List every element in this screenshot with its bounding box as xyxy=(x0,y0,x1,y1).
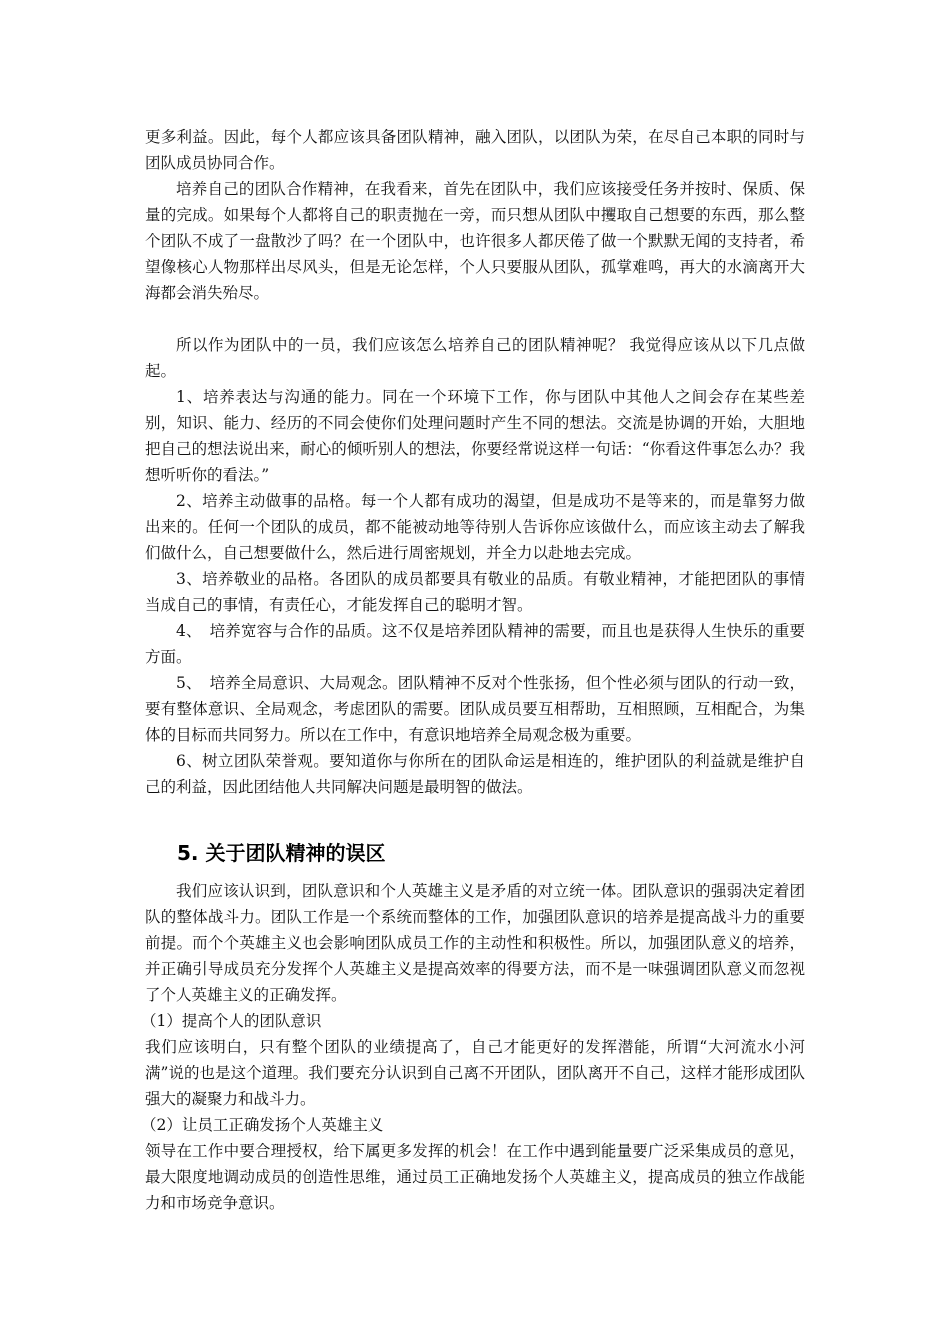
paragraph-team-vs-hero: 我们应该认识到，团队意识和个人英雄主义是矛盾的对立统一体。团队意识的强弱决定着团队的整体战斗力。团队工作是一个系统而整体的工作，加强团队意识的培养是提高战斗力的重要前提。而个个英雄主义也会影响团队成员工作的主动性和积极性。所以，加强团队意义的培养，并正确引导成员充分发挥个人英雄主义是提高效率的得要方法，而不是一味强调团队意义而忽视了个人英雄主义的正确发挥。 xyxy=(145,882,805,1004)
paragraph-team-awareness: 我们应该明白，只有整个团队的业绩提高了，自己才能更好的发挥潜能，所谓“大河流水小河满”说的也是这个道理。我们要充分认识到自己离不开团队，团队离开不自己，这样才能形成团队强大的凝聚力和战斗力。 xyxy=(145,1038,805,1108)
paragraph-cooperation-spirit: 培养自己的团队合作精神，在我看来，首先在团队中，我们应该接受任务并按时、保质、保量的完成。如果每个人都将自己的职责抛在一旁，而只想从团队中攫取自己想要的东西，那么整个团队不成了一盘散沙了吗？在一个团队中，也许很多人都厌倦了做一个默默无闻的支持者，希望像核心人物那样出尽风头，但是无论怎样，个人只要服从团队，孤掌难鸣，再大的水滴离开大海都会消失殆尽。 xyxy=(145,180,805,302)
section-heading-misconceptions: 5. 关于团队精神的误区 xyxy=(177,841,386,865)
list-item-team-honor: 6、树立团队荣誉观。要知道你与你所在的团队命运是相连的，维护团队的利益就是维护自己的利益，因此团结他人共同解决问题是最明智的做法。 xyxy=(145,752,805,796)
list-item-overall-view: 5、 培养全局意识、大局观念。团队精神不反对个性张扬，但个性必须与团队的行动一致，要有整体意识、全局观念，考虑团队的需要。团队成员要互相帮助，互相照顾，互相配合，为集体的目标而共同努力。所以在工作中，有意识地培养全局观念极为重要。 xyxy=(145,674,805,744)
subheading-individual-heroism: （2）让员工正确发扬个人英雄主义 xyxy=(141,1116,384,1134)
list-item-communication: 1、培养表达与沟通的能力。同在一个环境下工作，你与团队中其他人之间会存在某些差别，知识、能力、经历的不同会使你们处理问题时产生不同的想法。交流是协调的开始，大胆地把自己的想法说出来，耐心的倾听别人的想法，你要经常说这样一句话：“你看这件事怎么办？我想听听你的看法。” xyxy=(145,388,805,484)
paragraph-how-to-cultivate: 所以作为团队中的一员，我们应该怎么培养自己的团队精神呢？ 我觉得应该从以下几点做起。 xyxy=(145,336,805,380)
section-spacer xyxy=(145,800,805,838)
list-item-dedication: 3、培养敬业的品格。各团队的成员都要具有敬业的品质。有敬业精神，才能把团队的事情当成自己的事情，有责任心，才能发挥自己的聪明才智。 xyxy=(145,570,805,614)
list-item-initiative: 2、培养主动做事的品格。每一个人都有成功的渴望，但是成功不是等来的，而是靠努力做出来的。任何一个团队的成员，都不能被动地等待别人告诉你应该做什么，而应该主动去了解我们做什么，自己想要做什么，然后进行周密规划，并全力以赴地去完成。 xyxy=(145,492,805,562)
paragraph-individual-heroism: 领导在工作中要合理授权，给下属更多发挥的机会！在工作中遇到能量要广泛采集成员的意见，最大限度地调动成员的创造性思维，通过员工正确地发扬个人英雄主义，提高成员的独立作战能力和市场竞争意识。 xyxy=(145,1142,805,1212)
document-body xyxy=(141,124,805,1216)
paragraph-spacer xyxy=(145,306,805,332)
subheading-team-awareness: （1）提高个人的团队意识 xyxy=(141,1012,322,1030)
list-item-tolerance: 4、 培养宽容与合作的品质。这不仅是培养团队精神的需要，而且也是获得人生快乐的重要方面。 xyxy=(145,622,805,666)
paragraph-team-benefit: 更多利益。因此，每个人都应该具备团队精神，融入团队，以团队为荣，在尽自己本职的同时与团队成员协同合作。 xyxy=(145,128,805,172)
